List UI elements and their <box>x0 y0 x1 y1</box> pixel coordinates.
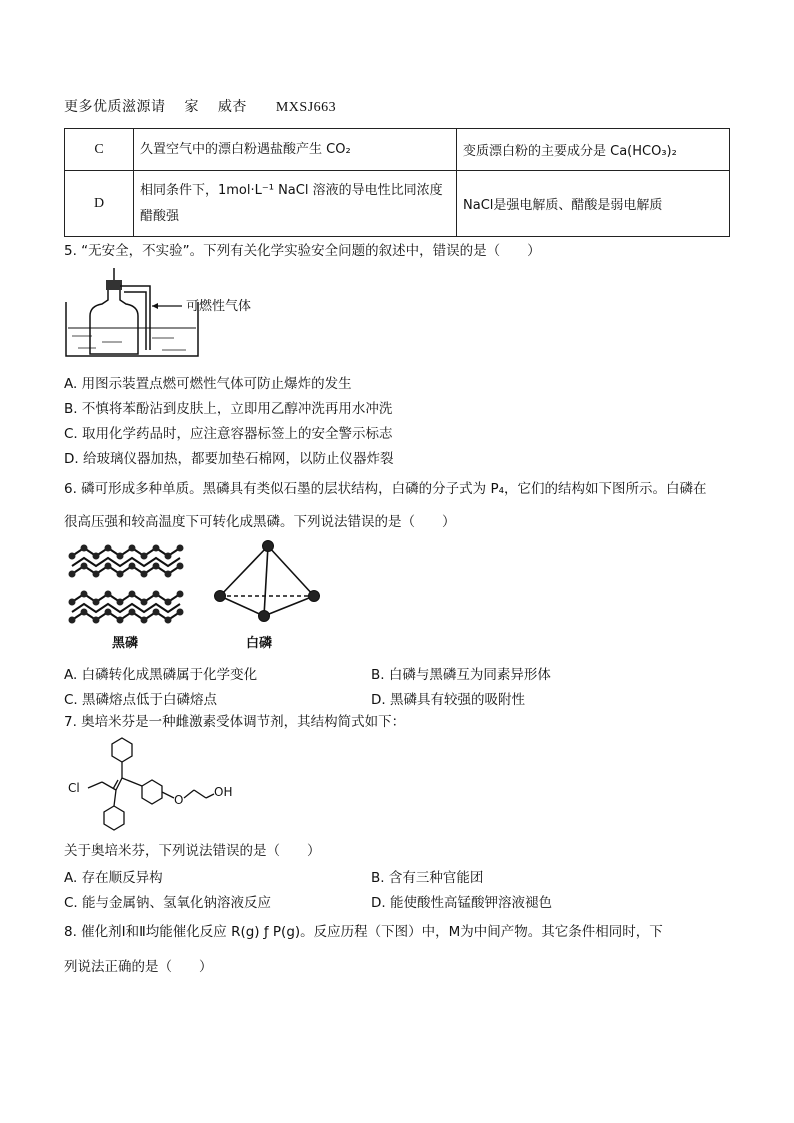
table-row <box>65 171 730 237</box>
q7-option-b: B. 含有三种官能团 <box>371 870 484 886</box>
q6-option-b: B. 白磷与黑磷互为同素异形体 <box>371 667 551 683</box>
q8-stem-line1: 8. 催化剂Ⅰ和Ⅱ均能催化反应 R(g) ƒ P(g)。反应历程（下图）中，M为中间产物。其它条件相同时，下 <box>64 924 663 940</box>
q5-stem: 5. “无安全，不实验”。下列有关化学实验安全问题的叙述中，错误的是（ ） <box>64 243 541 259</box>
header-text-1: 更多优质滋源请 <box>64 99 166 115</box>
q5-option-d: D. 给玻璃仪器加热，都要加垫石棉网，以防止仪器炸裂 <box>64 451 394 467</box>
q7-question: 关于奥培米芬，下列说法错误的是（ ） <box>64 843 321 859</box>
header-text-3: 威杏 <box>217 99 247 115</box>
q6-option-c: C. 黑磷熔点低于白磷熔点 <box>64 692 218 708</box>
header-code: MXSJ663 <box>275 100 337 115</box>
atom-o-label: O <box>174 793 184 807</box>
white-phosphorus-label: 白磷 <box>246 636 273 651</box>
q7-option-a: A. 存在顺反异构 <box>64 870 163 886</box>
q7-option-c: C. 能与金属钠、氢氧化钠溶液反应 <box>64 895 272 911</box>
header-text-2: 家 <box>184 99 199 115</box>
q7-stem: 7. 奥培米芬是一种雌激素受体调节剂，其结构简式如下： <box>64 714 406 730</box>
table-reason: 变质漂白粉的主要成分是 Ca(HCO₃)₂ <box>457 129 730 171</box>
ospemifene-structure <box>62 734 252 838</box>
q5-option-a: A. 用图示装置点燃可燃性气体可防止爆炸的发生 <box>64 376 352 392</box>
q6-stem-line2: 很高压强和较高温度下可转化成黑磷。下列说法错误的是（ ） <box>64 514 456 530</box>
atom-cl-label: Cl <box>68 781 80 795</box>
q6-option-a: A. 白磷转化成黑磷属于化学变化 <box>64 667 258 683</box>
black-phosphorus-figure <box>66 542 196 628</box>
table-key: D <box>65 171 134 237</box>
q6-stem-line1: 6. 磷可形成多种单质。黑磷具有类似石墨的层状结构，白磷的分子式为 P₄，它们的结构如下图所示。白磷在 <box>64 481 707 497</box>
table-row <box>65 129 730 171</box>
q5-option-c: C. 取用化学药品时，应注意容器标签上的安全警示标志 <box>64 426 393 442</box>
q5-apparatus-figure <box>62 266 262 362</box>
q8-stem-line2: 列说法正确的是（ ） <box>64 959 213 975</box>
q5-option-b: B. 不慎将苯酚沾到皮肤上，立即用乙醇冲洗再用水冲洗 <box>64 401 393 417</box>
table-statement: 久置空气中的漂白粉遇盐酸产生 CO₂ <box>134 129 457 171</box>
black-phosphorus-label: 黑磷 <box>112 636 139 651</box>
table-key: C <box>65 129 134 171</box>
table-reason: NaCl是强电解质、醋酸是弱电解质 <box>457 171 730 237</box>
q5-gas-label: 可燃性气体 <box>186 299 252 314</box>
white-phosphorus-figure <box>210 540 326 630</box>
table-statement: 相同条件下，1mol·L⁻¹ NaCl 溶液的导电性比同浓度醋酸强 <box>134 171 457 237</box>
q7-option-d: D. 能使酸性高锰酸钾溶液褪色 <box>371 895 552 911</box>
header-watermark <box>64 96 350 116</box>
q6-option-d: D. 黑磷具有较强的吸附性 <box>371 692 525 708</box>
atom-oh-label: OH <box>214 785 233 799</box>
options-table <box>64 128 730 237</box>
